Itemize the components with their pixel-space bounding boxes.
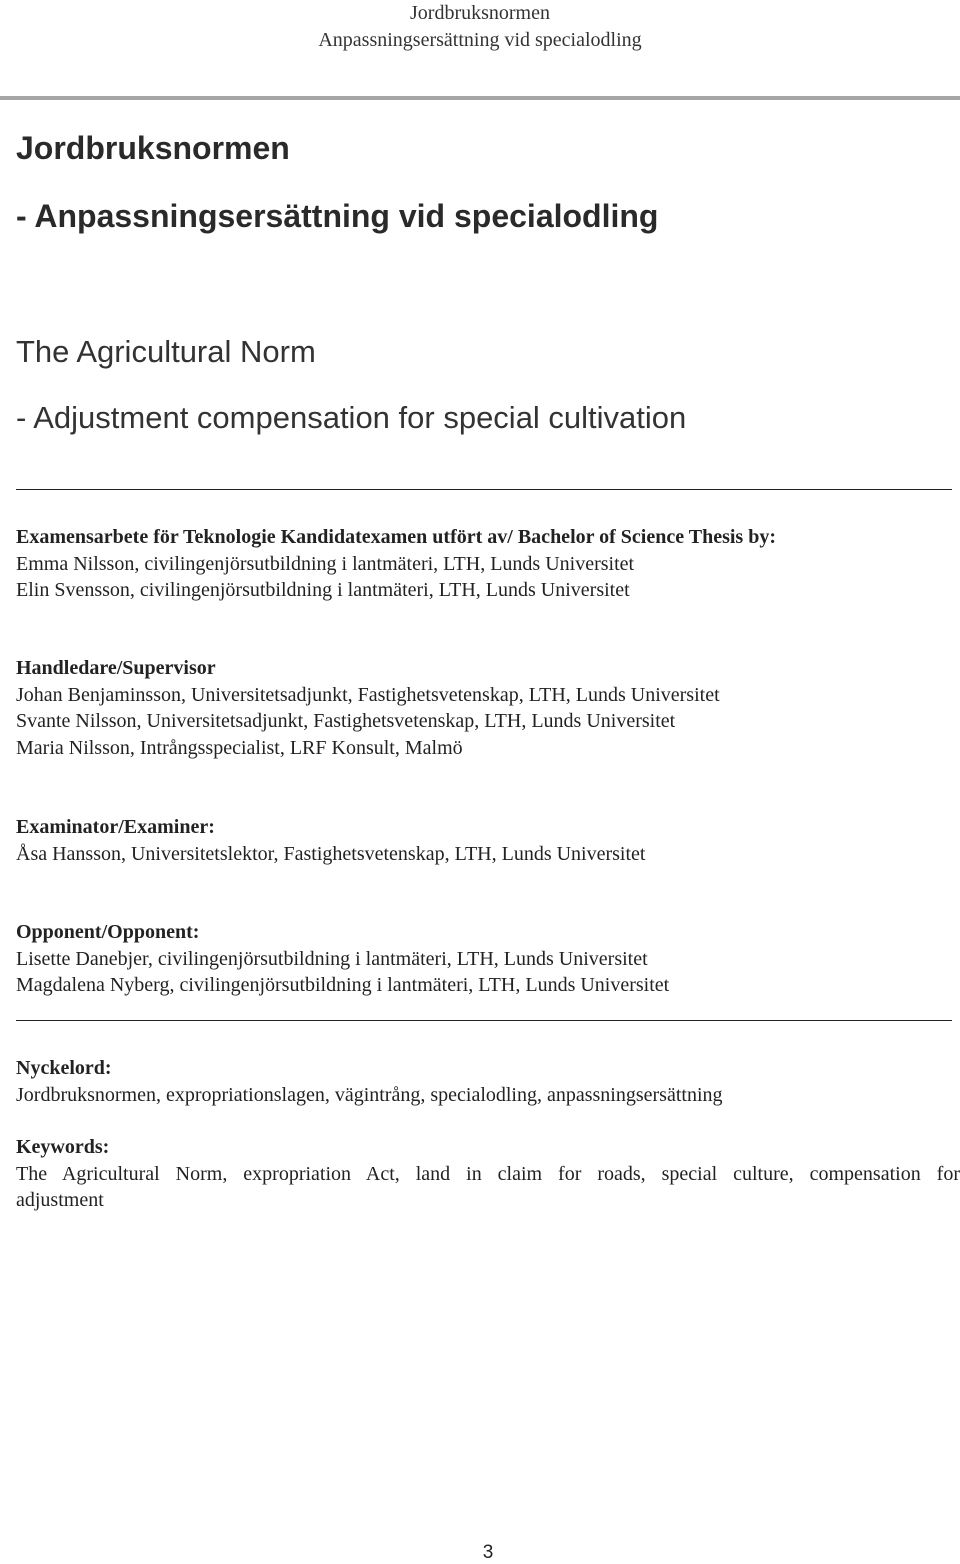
supervisor-item: Svante Nilsson, Universitetsadjunkt, Fastighetsvetenskap, LTH, Lunds Universitet — [16, 710, 676, 732]
examiner-section — [16, 814, 960, 867]
examiner-heading: Examinator/Examiner: — [16, 816, 215, 838]
running-header — [0, 0, 960, 54]
authors-heading: Examensarbete för Teknologie Kandidatexamen utfört av/ Bachelor of Science Thesis by: — [16, 526, 776, 548]
keywords-text-line: The Agricultural Norm, expropriation Act, land in claim for roads, special culture, compensation for — [16, 1162, 960, 1185]
supervisors-section — [16, 655, 960, 761]
opponents-section — [16, 919, 960, 999]
opponent-item: Lisette Danebjer, civilingenjörsutbildning i lantmäteri, LTH, Lunds Universitet — [16, 947, 648, 970]
nyckelord-section — [16, 1055, 960, 1108]
authors-section — [16, 524, 960, 604]
author-item: Elin Svensson, civilingenjörsutbildning i lantmäteri, LTH, Lunds Universitet — [16, 579, 630, 601]
nyckelord-text: Jordbruksnormen, expropriationslagen, vägintrång, specialodling, anpassningsersättning — [16, 1083, 723, 1106]
nyckelord-heading: Nyckelord: — [16, 1057, 112, 1079]
opponents-heading: Opponent/Opponent: — [16, 921, 200, 943]
english-title: The Agricultural Norm — [16, 334, 316, 369]
keywords-heading: Keywords: — [16, 1136, 110, 1158]
supervisor-item: Johan Benjaminsson, Universitetsadjunkt, Fastighetsvetenskap, LTH, Lunds Universitet — [16, 683, 720, 706]
keywords-section — [16, 1134, 960, 1214]
supervisors-heading: Handledare/Supervisor — [16, 657, 216, 679]
english-subtitle: - Adjustment compensation for special cultivation — [16, 400, 687, 435]
swedish-title: Jordbruksnormen — [16, 130, 290, 166]
swedish-subtitle: - Anpassningsersättning vid specialodling — [16, 198, 659, 234]
supervisor-item: Maria Nilsson, Intrångsspecialist, LRF Konsult, Malmö — [16, 736, 463, 759]
running-header-subtitle: Anpassningsersättning vid specialodling — [318, 29, 642, 51]
opponent-item: Magdalena Nyberg, civilingenjörsutbildning i lantmäteri, LTH, Lunds Universitet — [16, 974, 670, 996]
section-divider-top — [16, 489, 952, 490]
keywords-text-line: adjustment — [16, 1189, 104, 1211]
examiner-item: Åsa Hansson, Universitetslektor, Fastighetsvetenskap, LTH, Lunds Universitet — [16, 842, 646, 865]
page-number: 3 — [482, 1542, 494, 1563]
author-item: Emma Nilsson, civilingenjörsutbildning i lantmäteri, LTH, Lunds Universitet — [16, 552, 635, 575]
header-divider — [0, 96, 960, 100]
running-header-title: Jordbruksnormen — [410, 2, 550, 24]
section-divider-bottom — [16, 1020, 952, 1021]
